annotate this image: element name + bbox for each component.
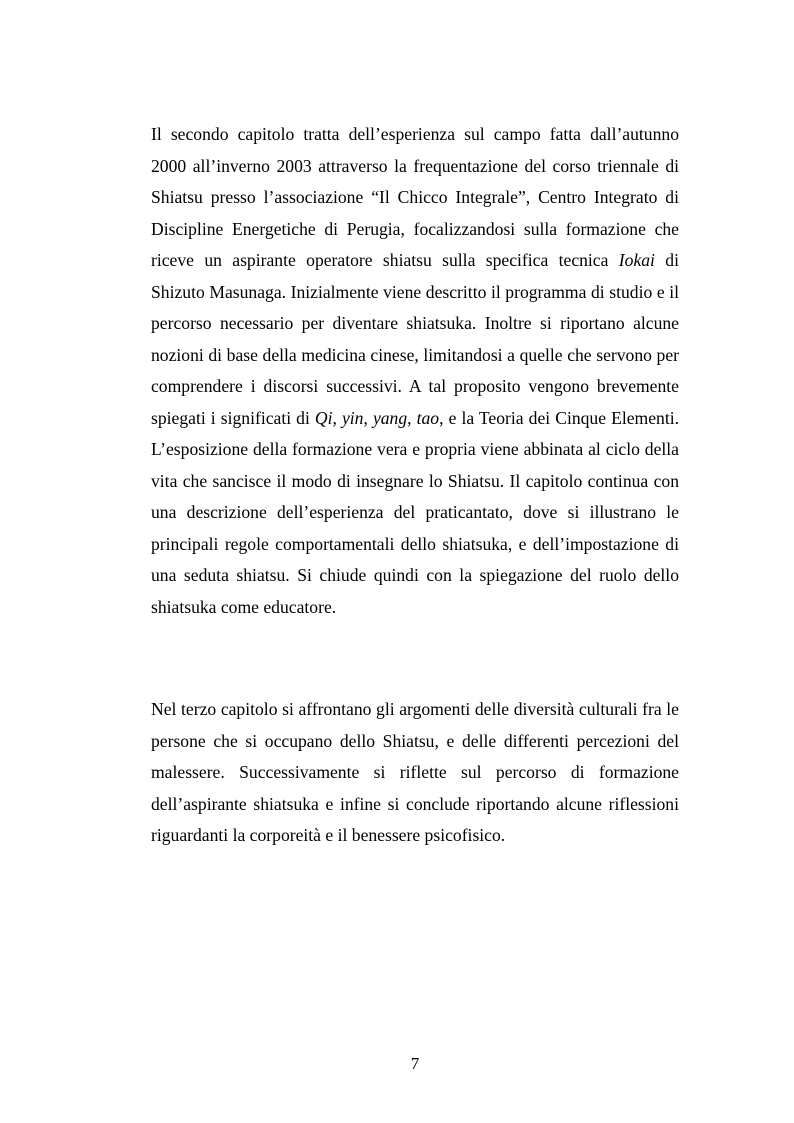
page-number: 7 (410, 1054, 420, 1073)
italic-term-tao: tao (416, 407, 440, 428)
italic-term-iokai: Iokai (618, 250, 655, 270)
text-segment: , e la Teoria dei Cinque Elementi. L’esposizione della formazione vera e propria viene abbinata al ciclo della vita che sancisce il modo di insegnare lo Shiatsu. Il capitolo continua con una descrizione dell’esperienza del praticantato, dove si illustrano le principali regole comportamentali dello shiatsuka, e dell’impostazione di una seduta shiatsu. Si chiude quindi con la spiegazione del ruolo dello shiatsuka come educatore. (151, 407, 680, 617)
text-segment: , (363, 407, 373, 428)
text-segment: , (332, 407, 342, 428)
paragraph-third-chapter (151, 694, 679, 852)
text-segment: , (407, 407, 417, 428)
paragraph-second-chapter (151, 119, 679, 623)
text-segment: di Shizuto Masunaga. Inizialmente viene descritto il programma di studio e il percorso necessario per diventare shiatsuka. Inoltre si riportano alcune nozioni di base della medicina cinese, limitandosi a quelle che servono per comprendere i discorsi successivi. A tal proposito vengono brevemente spiegati i significati di (151, 250, 679, 428)
text-segment: Il secondo capitolo tratta dell’esperienza sul campo fatta dall’autunno 2000 all’inverno 2003 attraverso la frequentazione del corso triennale di Shiatsu presso l’associazione “Il Chicco Integrale”, Centro Integrato di Discipline Energetiche di Perugia, focalizzandosi sulla formazione che riceve un aspirante operatore shiatsu sulla specifica tecnica (151, 124, 679, 270)
italic-term-qi: Qi (314, 407, 333, 428)
italic-term-yang: yang (372, 407, 408, 428)
text-segment: Nel terzo capitolo si affrontano gli argomenti delle diversità culturali fra le persone che si occupano dello Shiatsu, e delle differenti percezioni del malessere. Successivamente si riflette sul percorso di formazione dell’aspirante shiatsuka e infine si conclude riportando alcune riflessioni riguardanti la corporeità e il benessere psicofisico. (151, 699, 679, 845)
italic-term-yin: yin (341, 407, 364, 428)
